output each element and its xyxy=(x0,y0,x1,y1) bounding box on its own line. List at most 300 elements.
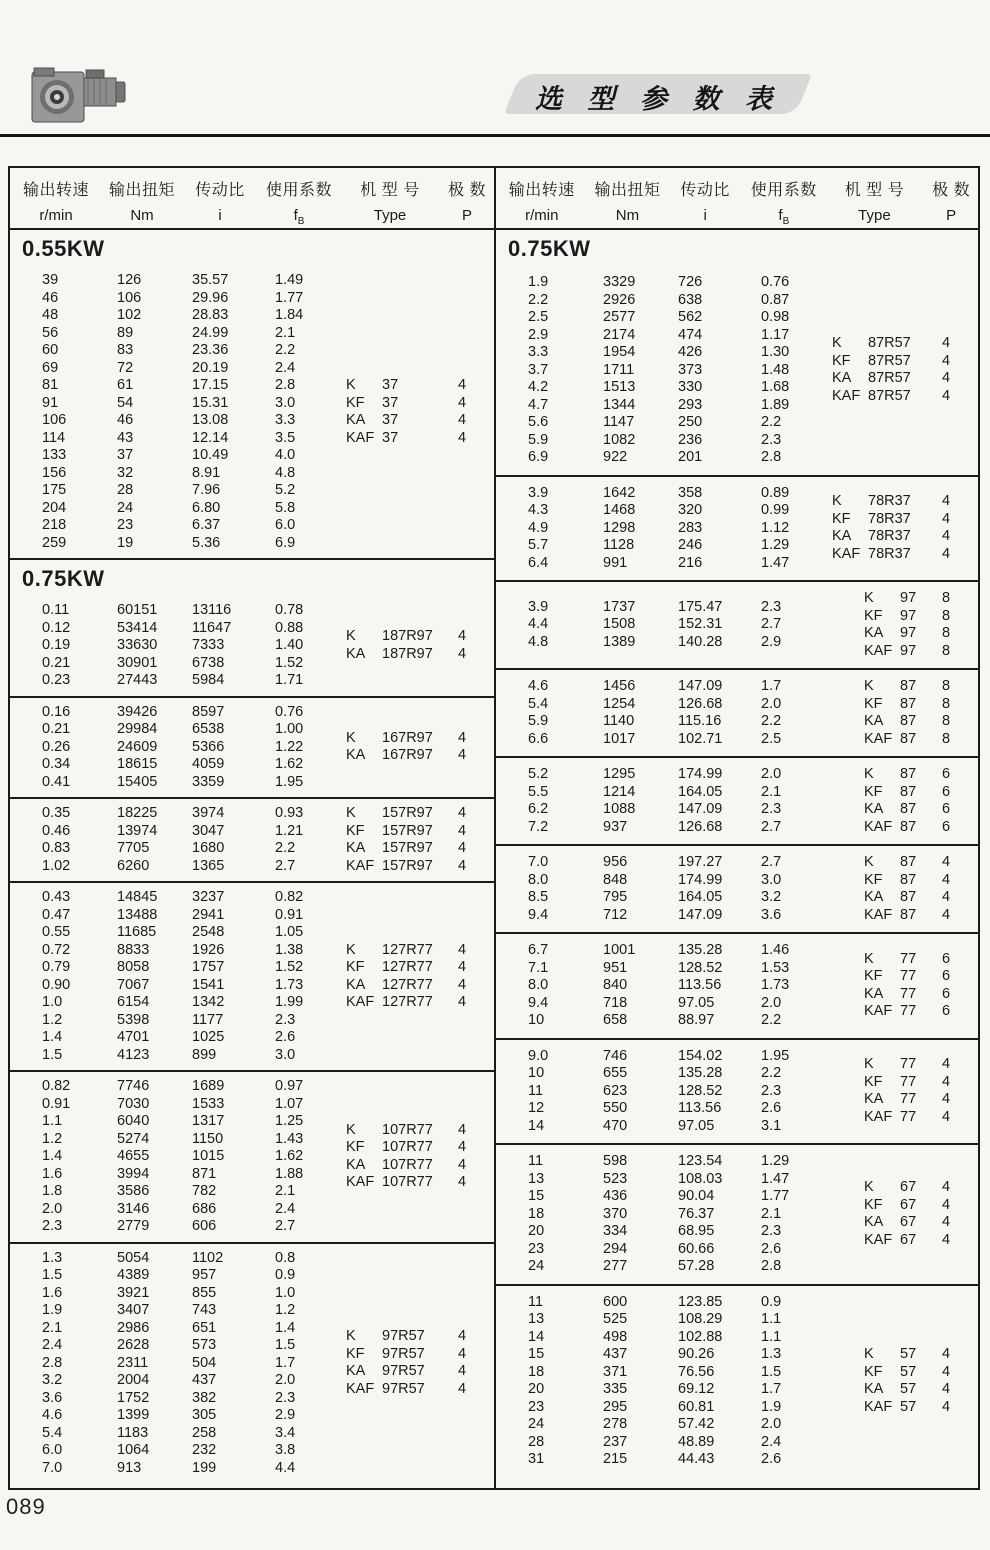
cell-ratio: 606 xyxy=(192,1218,217,1234)
cell-output-speed: 4.9 xyxy=(528,519,549,536)
cell-ratio: 2941 xyxy=(192,906,225,923)
cell-service-factor: 2.1 xyxy=(761,1205,782,1222)
type-model-size: 97R57 xyxy=(382,1345,425,1362)
column-header-ratio-label: 传动比 xyxy=(195,182,245,199)
data-row xyxy=(496,1416,826,1434)
cell-service-factor: 1.07 xyxy=(275,1095,304,1112)
cell-output-torque: 18615 xyxy=(117,756,158,772)
cell-output-speed: 156 xyxy=(42,464,67,481)
type-model-size: 87 xyxy=(900,871,917,888)
cell-ratio: 147.09 xyxy=(678,678,723,694)
cell-output-torque: 623 xyxy=(603,1082,628,1099)
cell-output-speed: 7.0 xyxy=(42,1459,63,1476)
column-header-ratio-unit: i xyxy=(703,207,707,224)
cell-poles: 4 xyxy=(458,412,467,428)
cell-service-factor: 2.2 xyxy=(275,840,296,856)
cell-output-speed: 10 xyxy=(528,1012,545,1028)
cell-service-factor: 1.62 xyxy=(275,1148,304,1164)
type-model-prefix: KF xyxy=(346,1139,365,1156)
data-row xyxy=(10,1425,340,1443)
type-model-prefix: K xyxy=(346,805,356,821)
spec-rows xyxy=(10,272,340,552)
cell-poles: 4 xyxy=(942,1108,951,1125)
data-row xyxy=(10,395,340,413)
cell-ratio: 164.05 xyxy=(678,783,723,800)
cell-poles: 4 xyxy=(458,959,467,975)
spec-block xyxy=(496,1038,978,1144)
data-row xyxy=(496,1012,826,1030)
cell-service-factor: 1.53 xyxy=(761,959,790,976)
cell-ratio: 69.12 xyxy=(678,1381,715,1397)
cell-ratio: 1689 xyxy=(192,1078,225,1094)
cell-service-factor: 2.0 xyxy=(761,1416,782,1432)
cell-output-torque: 1254 xyxy=(603,695,636,712)
cell-output-torque: 1752 xyxy=(117,1389,150,1406)
cell-output-speed: 14 xyxy=(528,1328,545,1345)
type-row xyxy=(340,1139,494,1157)
data-row xyxy=(10,655,340,673)
service-factor-symbol: f xyxy=(293,207,298,224)
cell-output-torque: 1017 xyxy=(603,730,636,747)
type-row xyxy=(340,959,494,977)
type-model-prefix: KA xyxy=(346,645,366,662)
data-row xyxy=(10,840,340,858)
column-header-output-speed-label: 输出转速 xyxy=(22,182,89,199)
cell-output-torque: 6154 xyxy=(117,994,150,1010)
column-header-ratio-unit: i xyxy=(218,207,222,224)
cell-service-factor: 0.9 xyxy=(761,1293,782,1310)
cell-output-speed: 0.12 xyxy=(42,619,71,636)
cell-output-torque: 3586 xyxy=(117,1183,150,1199)
cell-output-speed: 1.9 xyxy=(528,274,549,290)
type-model-prefix: KAF xyxy=(864,818,893,835)
data-row xyxy=(496,1223,826,1241)
cell-poles: 8 xyxy=(942,730,951,747)
table-header xyxy=(10,168,978,230)
data-row xyxy=(10,1442,340,1460)
cell-output-speed: 259 xyxy=(42,534,67,551)
data-row xyxy=(10,1267,340,1285)
cell-ratio: 686 xyxy=(192,1200,217,1217)
cell-service-factor: 1.05 xyxy=(275,924,304,940)
cell-ratio: 8597 xyxy=(192,703,225,720)
type-row xyxy=(826,907,978,925)
cell-output-speed: 18 xyxy=(528,1205,545,1222)
data-row xyxy=(496,1065,826,1083)
cell-output-speed: 4.8 xyxy=(528,633,549,650)
data-row xyxy=(496,309,826,327)
cell-service-factor: 2.9 xyxy=(761,633,782,650)
cell-output-speed: 1.1 xyxy=(42,1113,63,1129)
data-row xyxy=(496,292,826,310)
cell-service-factor: 0.98 xyxy=(761,309,790,325)
cell-output-speed: 175 xyxy=(42,482,67,498)
cell-output-speed: 23 xyxy=(528,1240,545,1257)
cell-ratio: 246 xyxy=(678,537,703,553)
cell-output-speed: 106 xyxy=(42,412,67,428)
cell-ratio: 60.81 xyxy=(678,1398,715,1415)
cell-poles: 4 xyxy=(942,1346,951,1362)
cell-ratio: 152.31 xyxy=(678,616,723,633)
type-row xyxy=(340,1363,494,1381)
cell-service-factor: 2.4 xyxy=(275,1200,296,1217)
cell-ratio: 330 xyxy=(678,379,703,395)
data-row xyxy=(496,731,826,749)
cell-output-torque: 1183 xyxy=(117,1424,149,1441)
cell-poles: 4 xyxy=(942,335,951,352)
cell-output-torque: 937 xyxy=(603,818,628,835)
type-model-size: 157R97 xyxy=(382,857,433,874)
cell-poles: 4 xyxy=(942,1091,951,1108)
cell-output-speed: 0.55 xyxy=(42,924,71,940)
data-row xyxy=(10,1218,340,1236)
cell-ratio: 638 xyxy=(678,291,703,308)
cell-service-factor: 1.84 xyxy=(275,307,304,323)
cell-poles: 4 xyxy=(942,871,951,888)
cell-ratio: 6538 xyxy=(192,721,225,737)
type-row xyxy=(826,643,978,661)
cell-output-speed: 4.7 xyxy=(528,396,549,413)
cell-output-speed: 24 xyxy=(528,1258,545,1274)
cell-ratio: 8.91 xyxy=(192,464,221,481)
cell-output-speed: 18 xyxy=(528,1363,545,1380)
cell-output-torque: 598 xyxy=(603,1153,628,1169)
column-header-poles xyxy=(440,177,494,228)
data-row xyxy=(10,1078,340,1096)
cell-ratio: 90.26 xyxy=(678,1346,715,1362)
table-body xyxy=(10,230,978,1488)
cell-ratio: 97.05 xyxy=(678,994,715,1011)
spec-rows xyxy=(496,942,826,1030)
cell-output-torque: 39426 xyxy=(117,703,158,720)
cell-output-speed: 4.4 xyxy=(528,616,549,633)
data-row xyxy=(496,819,826,837)
type-model-prefix: KF xyxy=(864,1073,883,1090)
cell-output-speed: 5.5 xyxy=(528,783,549,800)
type-row xyxy=(826,1214,978,1232)
type-model-prefix: K xyxy=(346,628,356,645)
cell-output-speed: 2.9 xyxy=(528,326,549,343)
cell-output-torque: 5274 xyxy=(117,1130,150,1147)
data-row xyxy=(496,1258,826,1276)
cell-service-factor: 4.0 xyxy=(275,447,296,463)
cell-ratio: 504 xyxy=(192,1354,217,1371)
gearbox-product-image xyxy=(30,62,130,131)
cell-service-factor: 2.2 xyxy=(761,1012,782,1028)
cell-output-speed: 1.6 xyxy=(42,1165,63,1182)
cell-ratio: 3237 xyxy=(192,889,225,905)
cell-poles: 4 xyxy=(458,1139,467,1156)
type-row xyxy=(826,696,978,714)
type-model-prefix: KF xyxy=(346,822,365,839)
cell-output-speed: 114 xyxy=(42,429,66,446)
cell-ratio: 782 xyxy=(192,1183,217,1199)
cell-output-speed: 10 xyxy=(528,1065,545,1081)
type-row xyxy=(826,1179,978,1197)
cell-ratio: 175.47 xyxy=(678,598,723,615)
data-row xyxy=(496,960,826,978)
cell-output-speed: 8.0 xyxy=(528,871,549,888)
cell-service-factor: 0.76 xyxy=(761,274,790,290)
cell-output-torque: 1295 xyxy=(603,766,636,782)
cell-output-torque: 1344 xyxy=(603,396,636,413)
type-row xyxy=(826,1056,978,1074)
type-model-prefix: KA xyxy=(346,747,366,764)
cell-service-factor: 2.5 xyxy=(761,730,782,747)
cell-ratio: 6.80 xyxy=(192,499,221,516)
cell-service-factor: 0.8 xyxy=(275,1249,296,1266)
cell-poles: 4 xyxy=(942,906,951,923)
data-row xyxy=(10,756,340,774)
type-model-prefix: K xyxy=(864,678,874,694)
type-model-size: 57 xyxy=(900,1381,917,1397)
cell-service-factor: 1.29 xyxy=(761,537,790,553)
data-row xyxy=(10,977,340,995)
type-model-prefix: KA xyxy=(864,801,884,817)
cell-service-factor: 2.8 xyxy=(275,377,296,393)
power-heading: 0.75KW xyxy=(22,566,105,591)
cell-poles: 4 xyxy=(942,1056,951,1073)
cell-output-torque: 437 xyxy=(603,1346,628,1362)
cell-service-factor: 1.29 xyxy=(761,1153,790,1169)
cell-output-speed: 0.11 xyxy=(42,602,70,618)
cell-ratio: 12.14 xyxy=(192,429,229,446)
cell-output-speed: 0.16 xyxy=(42,703,71,720)
data-row xyxy=(10,290,340,308)
cell-ratio: 135.28 xyxy=(678,942,723,958)
type-row xyxy=(826,968,978,986)
power-section xyxy=(10,558,494,1483)
cell-output-speed: 0.19 xyxy=(42,637,71,653)
cell-output-speed: 1.0 xyxy=(42,994,63,1010)
type-model-prefix: KF xyxy=(864,783,883,800)
cell-poles: 6 xyxy=(942,783,951,800)
cell-ratio: 35.57 xyxy=(192,272,229,288)
cell-output-torque: 1508 xyxy=(603,616,636,633)
type-model-prefix: KAF xyxy=(864,1003,893,1020)
table-header-right xyxy=(494,168,978,228)
cell-output-speed: 14 xyxy=(528,1117,545,1134)
data-row xyxy=(496,1206,826,1224)
type-row xyxy=(826,1091,978,1109)
cell-poles: 4 xyxy=(942,510,951,527)
cell-poles: 8 xyxy=(942,590,951,606)
data-row xyxy=(10,430,340,448)
data-row xyxy=(496,1329,826,1347)
type-row xyxy=(340,1328,494,1346)
type-model-size: 57 xyxy=(900,1363,917,1380)
cell-poles: 4 xyxy=(458,1156,467,1173)
cell-service-factor: 2.6 xyxy=(761,1451,782,1467)
cell-ratio: 232 xyxy=(192,1442,217,1458)
type-model-size: 87 xyxy=(900,766,917,782)
data-row xyxy=(10,1372,340,1390)
column-header-ratio xyxy=(667,177,743,228)
cell-output-speed: 6.7 xyxy=(528,942,549,958)
type-row xyxy=(826,801,978,819)
cell-ratio: 1025 xyxy=(192,1029,225,1045)
selection-table xyxy=(8,166,980,1490)
data-row xyxy=(10,1166,340,1184)
cell-ratio: 147.09 xyxy=(678,906,723,923)
type-model-prefix: KA xyxy=(864,713,884,729)
type-list xyxy=(340,889,494,1064)
type-model-size: 87 xyxy=(900,801,917,817)
cell-ratio: 562 xyxy=(678,309,703,325)
column-header-poles-unit: P xyxy=(461,207,472,224)
cell-service-factor: 0.87 xyxy=(761,291,790,308)
cell-output-torque: 658 xyxy=(603,1012,628,1028)
cell-service-factor: 1.77 xyxy=(761,1188,790,1204)
cell-output-torque: 294 xyxy=(603,1240,628,1257)
type-model-size: 78R37 xyxy=(868,510,911,527)
cell-output-torque: 53414 xyxy=(117,619,158,636)
banner-title: 选 型 参 数 表 xyxy=(534,84,781,114)
cell-service-factor: 2.7 xyxy=(761,818,782,835)
cell-output-torque: 60151 xyxy=(117,602,158,618)
cell-output-torque: 7705 xyxy=(117,840,150,856)
spec-rows xyxy=(10,1250,340,1478)
cell-output-speed: 0.21 xyxy=(42,654,71,671)
type-model-size: 167R97 xyxy=(382,729,433,746)
cell-output-torque: 30901 xyxy=(117,654,158,671)
cell-ratio: 1015 xyxy=(192,1148,225,1164)
cell-output-torque: 2926 xyxy=(603,291,636,308)
cell-ratio: 5.36 xyxy=(192,534,221,551)
cell-output-speed: 31 xyxy=(528,1451,545,1467)
type-model-size: 78R37 xyxy=(868,528,911,545)
cell-ratio: 358 xyxy=(678,484,703,501)
cell-service-factor: 2.3 xyxy=(275,1011,296,1028)
data-row xyxy=(10,1012,340,1030)
type-row xyxy=(826,951,978,969)
cell-ratio: 88.97 xyxy=(678,1012,715,1028)
cell-service-factor: 0.91 xyxy=(275,906,304,923)
cell-output-speed: 6.6 xyxy=(528,730,549,747)
cell-poles: 4 xyxy=(458,1380,467,1397)
column-header-service-factor-label: 使用系数 xyxy=(265,182,332,199)
cell-ratio: 128.52 xyxy=(678,959,723,976)
type-model-prefix: KAF xyxy=(864,1231,893,1248)
cell-output-torque: 89 xyxy=(117,324,134,341)
cell-output-torque: 371 xyxy=(603,1363,628,1380)
type-row xyxy=(340,628,494,646)
type-model-size: 77 xyxy=(900,1091,917,1108)
data-row xyxy=(10,823,340,841)
cell-output-torque: 334 xyxy=(603,1223,628,1239)
type-model-prefix: KA xyxy=(346,1156,366,1173)
cell-output-speed: 5.6 xyxy=(528,414,549,430)
type-model-prefix: KAF xyxy=(832,387,861,404)
type-list xyxy=(826,942,978,1030)
spec-rows xyxy=(496,678,826,748)
type-model-size: 107R77 xyxy=(382,1156,433,1173)
cell-service-factor: 6.9 xyxy=(275,534,296,551)
data-row xyxy=(496,942,826,960)
cell-ratio: 1541 xyxy=(192,976,225,993)
data-row xyxy=(10,805,340,823)
cell-service-factor: 2.0 xyxy=(761,695,782,712)
cell-output-speed: 2.3 xyxy=(42,1218,63,1234)
cell-ratio: 743 xyxy=(192,1302,217,1318)
cell-output-speed: 0.72 xyxy=(42,941,71,958)
cell-ratio: 726 xyxy=(678,274,703,290)
type-row xyxy=(826,353,978,371)
cell-ratio: 147.09 xyxy=(678,801,723,817)
cell-output-speed: 4.2 xyxy=(528,379,549,395)
data-row xyxy=(496,616,826,634)
type-model-size: 87R57 xyxy=(868,352,911,369)
type-model-prefix: K xyxy=(346,377,356,393)
cell-ratio: 1926 xyxy=(192,941,225,958)
type-row xyxy=(340,1381,494,1399)
cell-output-speed: 9.0 xyxy=(528,1047,549,1064)
type-model-size: 87 xyxy=(900,730,917,747)
cell-service-factor: 2.3 xyxy=(761,431,782,448)
type-model-prefix: KA xyxy=(864,985,884,1002)
cell-ratio: 76.56 xyxy=(678,1363,715,1380)
cell-output-speed: 0.34 xyxy=(42,756,71,772)
cell-service-factor: 1.88 xyxy=(275,1165,304,1182)
type-list xyxy=(826,485,978,573)
cell-output-speed: 3.3 xyxy=(528,344,549,360)
type-model-size: 87 xyxy=(900,678,917,694)
type-model-prefix: KA xyxy=(832,370,852,387)
cell-ratio: 1342 xyxy=(192,994,225,1010)
cell-output-torque: 278 xyxy=(603,1416,628,1432)
type-model-prefix: KA xyxy=(864,1091,884,1108)
type-model-prefix: KF xyxy=(864,607,883,624)
cell-poles: 8 xyxy=(942,678,951,694)
cell-ratio: 1533 xyxy=(192,1095,225,1112)
data-row xyxy=(496,502,826,520)
spec-block xyxy=(496,756,978,844)
cell-poles: 4 xyxy=(458,429,467,446)
cell-service-factor: 1.73 xyxy=(761,977,790,993)
cell-output-speed: 23 xyxy=(528,1398,545,1415)
cell-output-speed: 0.26 xyxy=(42,738,71,755)
column-header-model-type-unit: Type xyxy=(373,207,407,224)
cell-output-speed: 20 xyxy=(528,1381,545,1397)
cell-ratio: 1365 xyxy=(192,857,225,874)
type-model-size: 107R77 xyxy=(382,1121,433,1138)
cell-service-factor: 3.0 xyxy=(761,871,782,888)
data-row xyxy=(496,1171,826,1189)
cell-ratio: 164.05 xyxy=(678,889,723,905)
data-row xyxy=(496,696,826,714)
data-row xyxy=(10,942,340,960)
cell-output-torque: 1642 xyxy=(603,484,636,501)
cell-ratio: 216 xyxy=(678,554,703,571)
type-model-size: 37 xyxy=(382,412,399,428)
cell-output-speed: 24 xyxy=(528,1416,545,1432)
cell-service-factor: 1.47 xyxy=(761,1170,790,1187)
type-model-prefix: KAF xyxy=(864,906,893,923)
cell-poles: 4 xyxy=(942,889,951,905)
cell-ratio: 855 xyxy=(192,1284,217,1301)
cell-service-factor: 1.47 xyxy=(761,554,790,571)
cell-output-torque: 7746 xyxy=(117,1078,150,1094)
cell-output-speed: 1.4 xyxy=(42,1148,63,1164)
data-row xyxy=(10,1113,340,1131)
cell-ratio: 1757 xyxy=(192,959,225,975)
type-row xyxy=(826,528,978,546)
type-model-size: 157R97 xyxy=(382,840,433,856)
data-row xyxy=(496,432,826,450)
type-model-prefix: K xyxy=(864,950,874,967)
cell-poles: 4 xyxy=(942,1231,951,1248)
cell-output-speed: 15 xyxy=(528,1188,545,1204)
